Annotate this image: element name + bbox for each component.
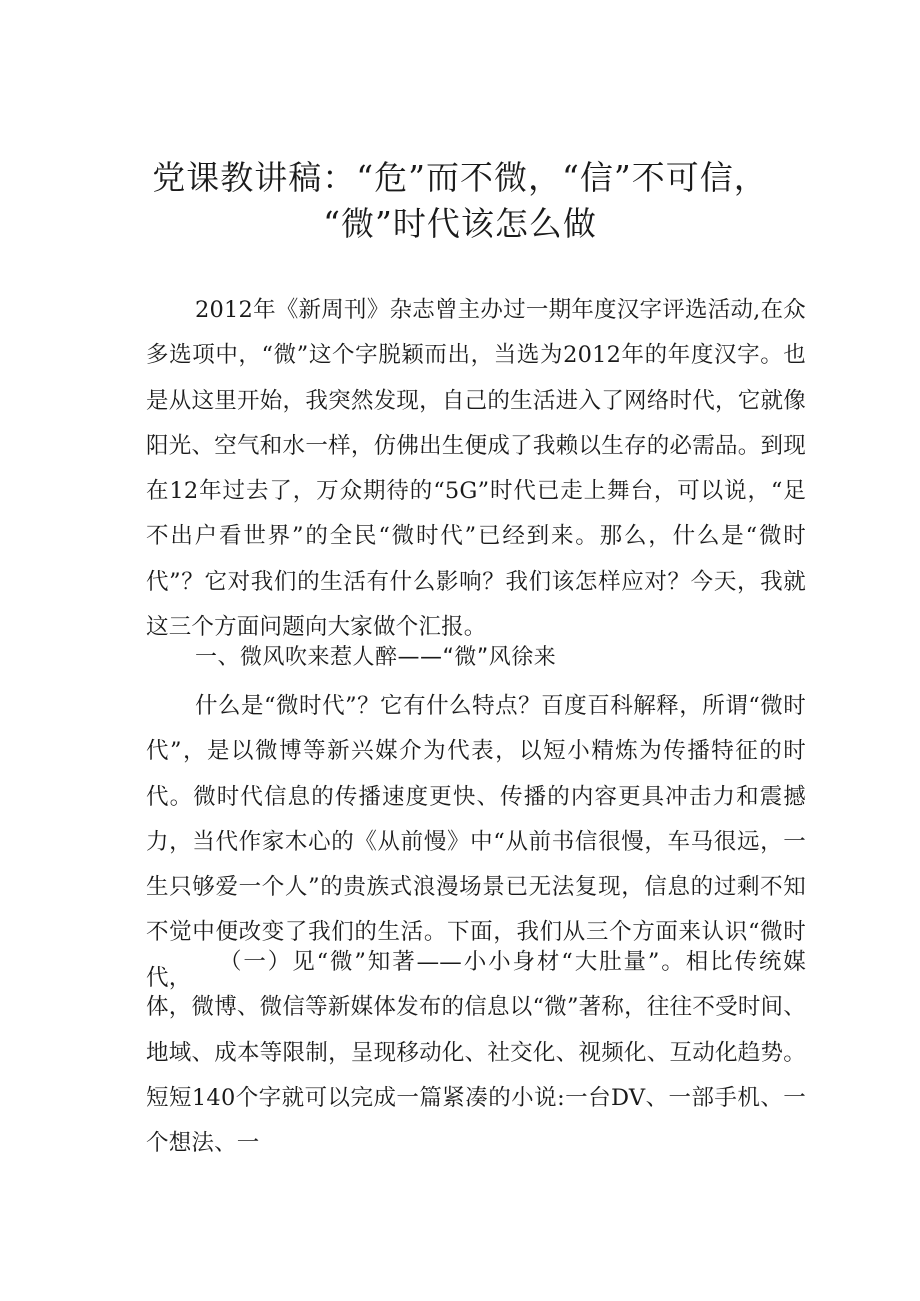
document-title-line-2: “微”时代该怎么做 bbox=[323, 204, 597, 243]
section-heading-1: 一、微风吹来惹人醉——“微”风徐来 bbox=[195, 645, 557, 670]
paragraph-subsection-1: （一）见“微”知著——小小身材“大肚量”。相比传统媒体，微博、微信等新媒体发布的信息以“微”著称，往往不受时间、地域、成本等限制，呈现移动化、社交化、视频化、互动化趋势。短短140个字就可以完成一篇紧凑的小说:一台DV、一部手机、一个想法、一 bbox=[146, 949, 806, 1157]
paragraph-what-is-micro-era: 什么是“微时代”？它有什么特点？百度百科解释，所谓“微时代”，是以微博等新兴媒介为代表，以短小精炼为传播特征的时代。微时代信息的传播速度更快、传播的内容更具冲击力和震撼力，当代作家木心的《从前慢》中“从前书信很慢，车马很远，一生只够爱一个人”的贵族式浪漫场景已无法复现，信息的过剩不知不觉中便改变了我们的生活。下面，我们从三个方面来认识“微时代， bbox=[146, 693, 806, 991]
paragraph-intro: 2012年《新周刊》杂志曾主办过一期年度汉字评选活动,在众多选项中，“微”这个字脱颖而出，当选为2012年的年度汉字。也是从这里开始，我突然发现，自己的生活进入了网络时代，它就像阳光、空气和水一样，仿佛出生便成了我赖以生存的必需品。到现在12年过去了，万众期待的“5G”时代已走上舞台，可以说，“足不出户看世界”的全民“微时代”已经到来。那么，什么是“微时代”？它对我们的生活有什么影响？我们该怎样应对？今天，我就这三个方面问题向大家做个汇报。 bbox=[146, 297, 806, 641]
document-title-line-1: 党课教讲稿：“危”而不微，“信”不可信， bbox=[152, 158, 768, 197]
